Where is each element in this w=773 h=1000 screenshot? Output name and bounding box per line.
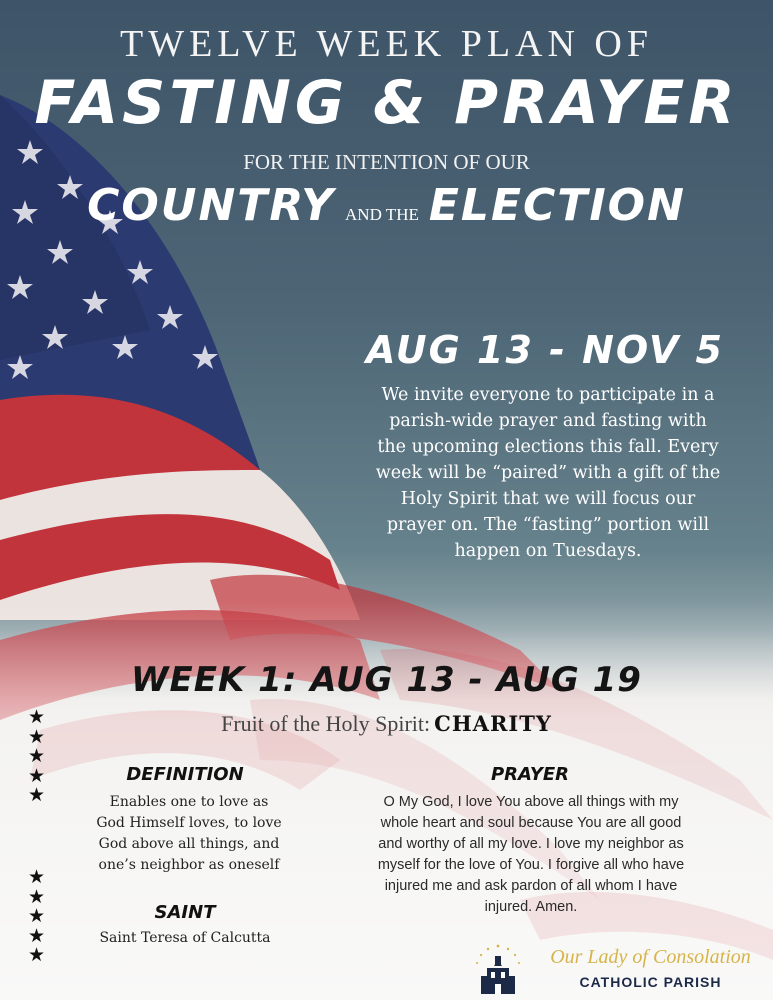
definition-text bbox=[84, 792, 294, 876]
invitation-line: happen on Tuesdays. bbox=[454, 541, 642, 561]
definition-line: Enables one to love as bbox=[109, 794, 269, 810]
prayer-heading: PRAYER bbox=[490, 764, 570, 785]
definition-line: God above all things, and bbox=[98, 836, 280, 852]
plan-subtitle: TWELVE WEEK PLAN OF bbox=[119, 23, 654, 65]
election-word: ELECTION bbox=[428, 180, 686, 231]
star-icon: ★ bbox=[28, 725, 46, 748]
definition-line: God Himself loves, to love bbox=[96, 815, 282, 831]
intention-subject bbox=[0, 180, 773, 231]
parish-name: Our Lady of Consolation bbox=[550, 946, 751, 968]
parish-logo bbox=[468, 940, 773, 1000]
star-icon: ★ bbox=[28, 905, 46, 927]
invitation-line: week will be “paired” with a gift of the bbox=[375, 463, 721, 483]
fruit-value: CHARITY bbox=[434, 711, 552, 736]
star-icon: ★ bbox=[28, 784, 46, 806]
country-word: COUNTRY bbox=[87, 180, 336, 231]
star-icon: ★ bbox=[28, 745, 46, 767]
star-icon: ★ bbox=[28, 866, 46, 888]
page-title: FASTING & PRAYER bbox=[34, 68, 739, 138]
invitation-line: prayer on. The “fasting” portion will bbox=[386, 515, 710, 535]
parish-subtitle: CATHOLIC PARISH bbox=[579, 974, 722, 990]
invitation-line: We invite everyone to participate in a bbox=[381, 385, 715, 405]
fruit-line bbox=[0, 711, 773, 737]
star-icon: ★ bbox=[28, 764, 46, 787]
invitation-text bbox=[338, 382, 758, 564]
event-dates: AUG 13 - NOV 5 bbox=[366, 328, 724, 372]
church-icon bbox=[470, 942, 526, 998]
star-column-top bbox=[28, 708, 45, 806]
invitation-line: parish-wide prayer and fasting with bbox=[389, 411, 707, 431]
star-column-bottom bbox=[28, 868, 45, 966]
star-icon: ★ bbox=[28, 885, 46, 908]
prayer-line: O My God, I love You above all things with my bbox=[383, 794, 679, 810]
prayer-line: myself for the love of You. I forgive all who have bbox=[377, 857, 685, 873]
and-the-word: AND THE bbox=[345, 205, 419, 224]
invitation-line: Holy Spirit that we will focus our bbox=[400, 489, 696, 509]
star-icon: ★ bbox=[28, 944, 46, 966]
saint-name: Saint Teresa of Calcutta bbox=[99, 930, 271, 946]
prayer-line: injured me and ask pardon of all whom I have bbox=[384, 878, 678, 894]
star-icon: ★ bbox=[28, 924, 46, 947]
invitation-line: the upcoming elections this fall. Every bbox=[377, 437, 719, 457]
fruit-label: Fruit of the Holy Spirit: bbox=[221, 711, 431, 736]
week-title: WEEK 1: AUG 13 - AUG 19 bbox=[131, 660, 642, 700]
prayer-text bbox=[358, 792, 704, 918]
saint-heading: SAINT bbox=[154, 902, 216, 923]
star-icon: ★ bbox=[28, 706, 46, 728]
definition-line: one’s neighbor as oneself bbox=[98, 857, 280, 873]
intention-line: FOR THE INTENTION OF OUR bbox=[243, 150, 530, 174]
prayer-line: whole heart and soul because You are all good bbox=[380, 815, 682, 831]
prayer-line: injured. Amen. bbox=[484, 899, 578, 915]
definition-heading: DEFINITION bbox=[126, 764, 244, 785]
prayer-line: and worthy of all my love. I love my neighbor as bbox=[378, 836, 684, 852]
